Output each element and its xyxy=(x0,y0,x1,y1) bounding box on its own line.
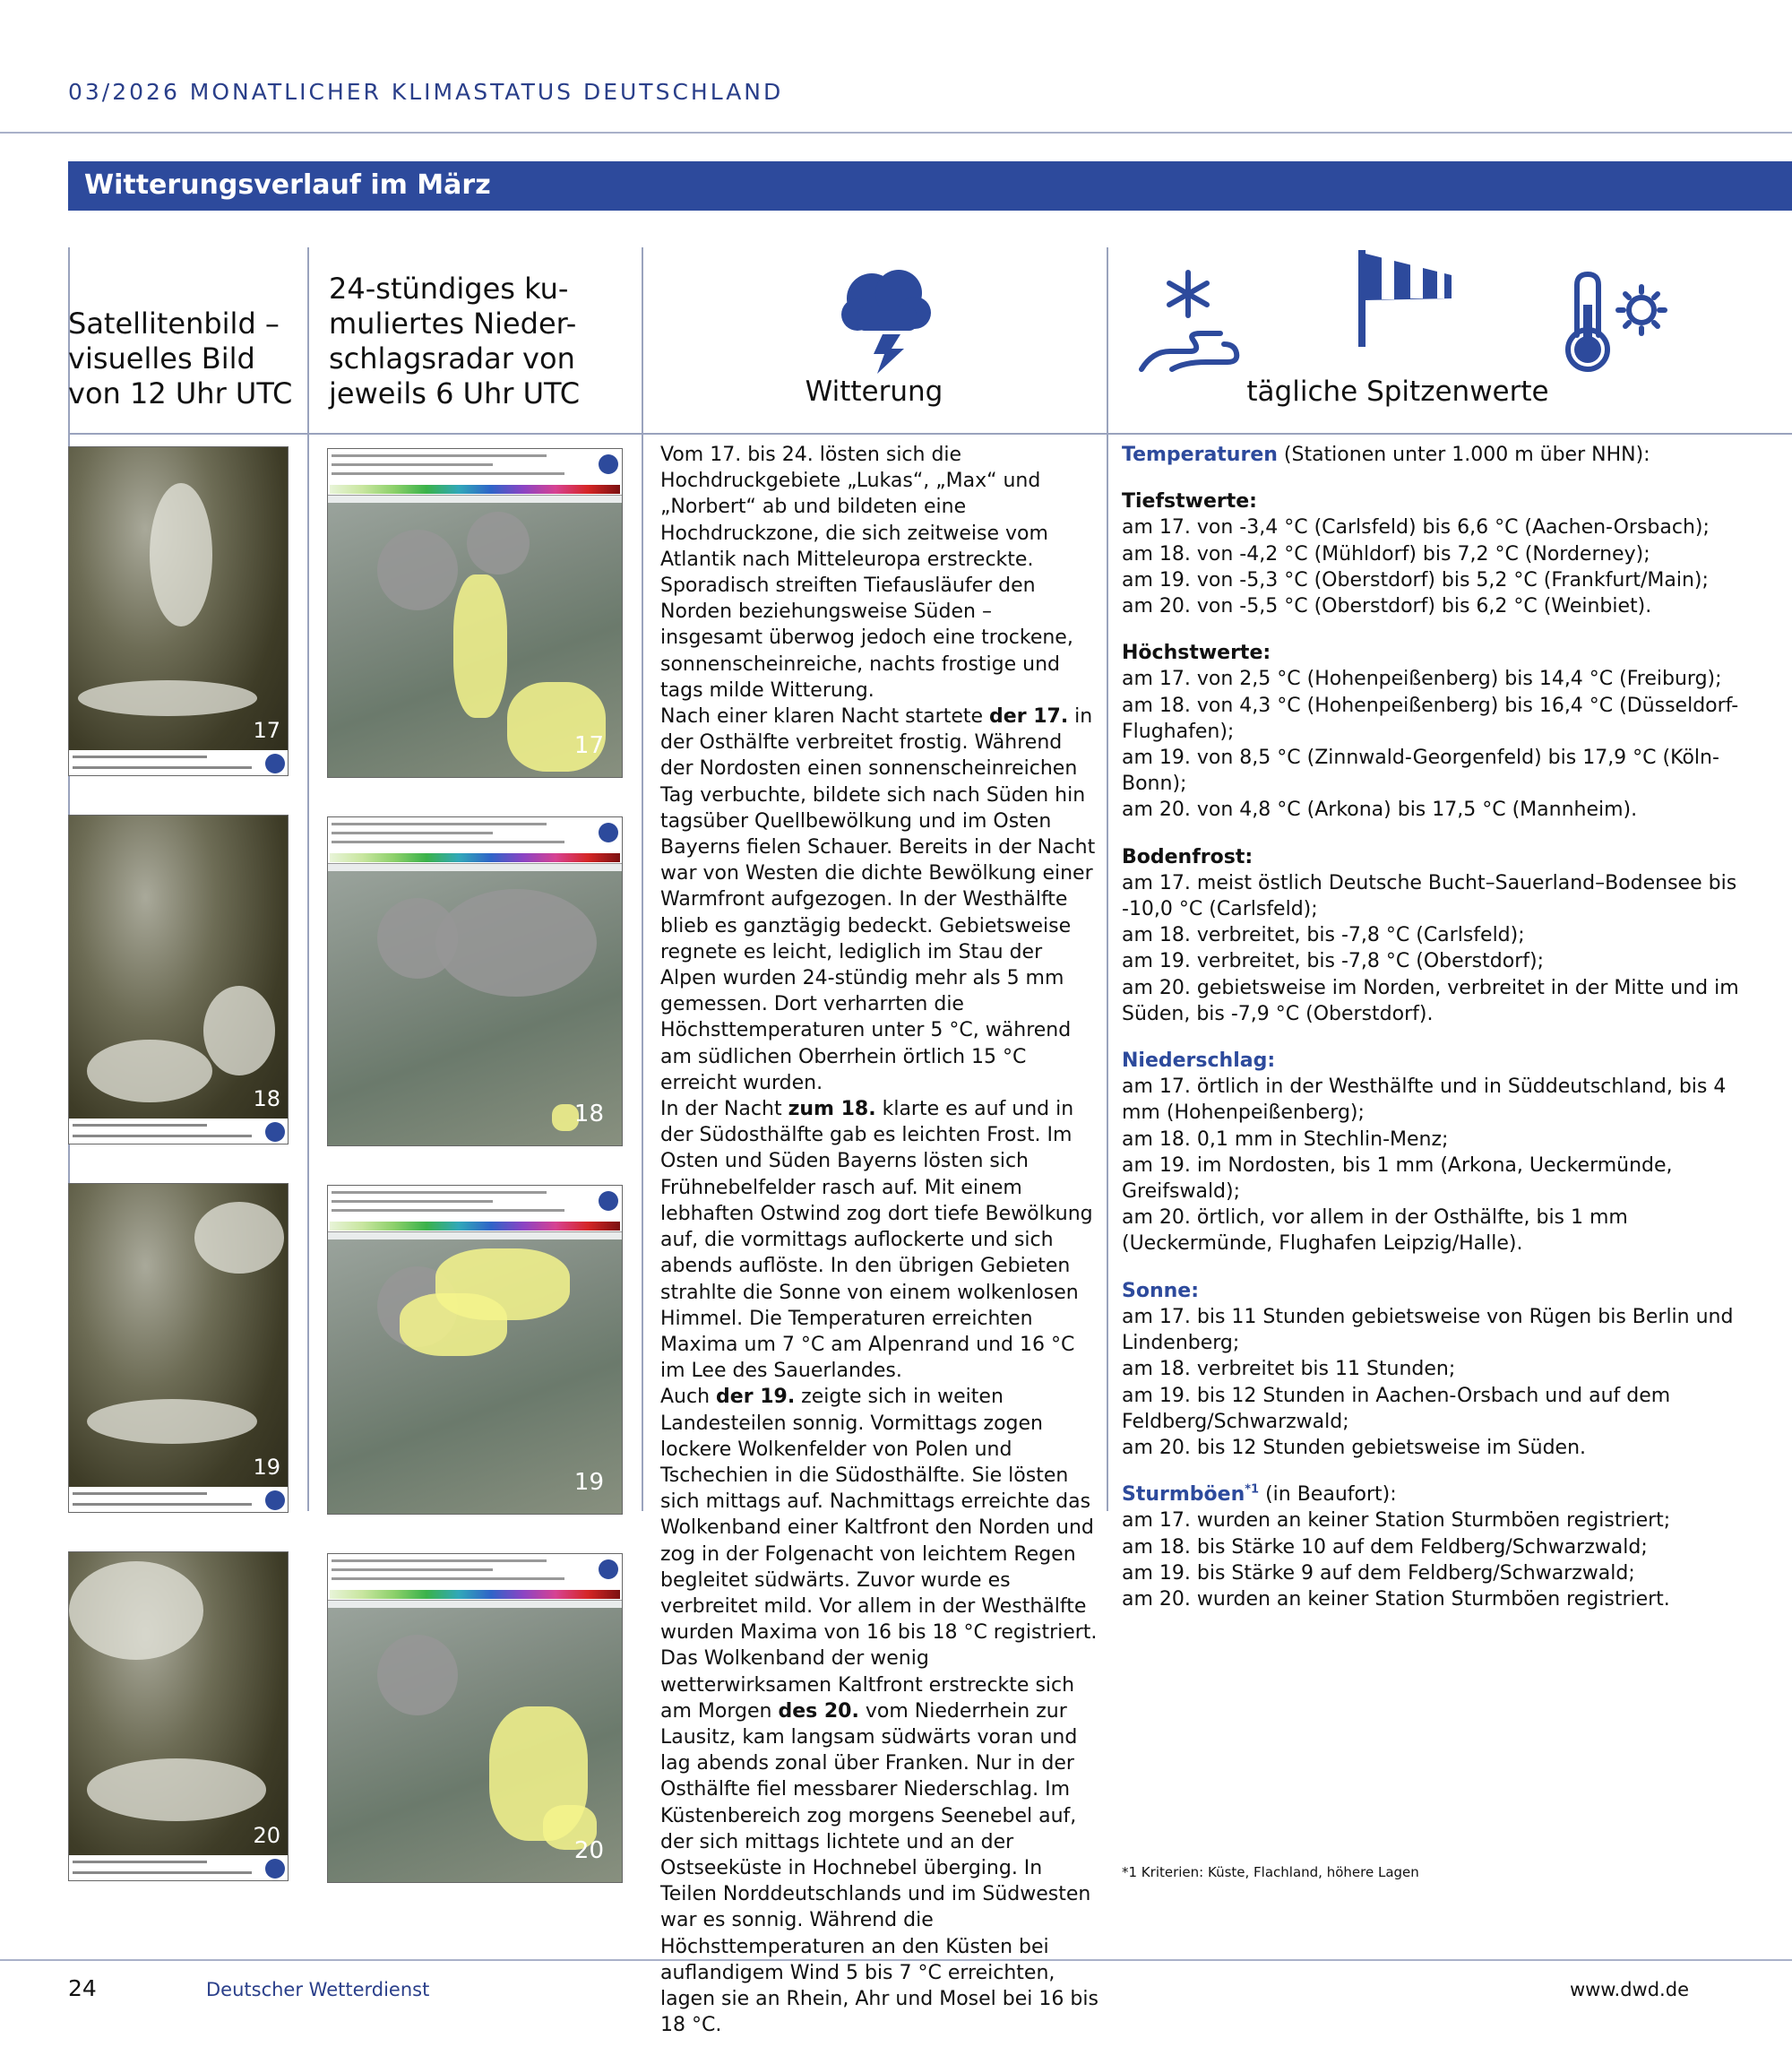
thunderstorm-icon xyxy=(838,255,936,376)
weather-paragraph: Nach einer klaren Nacht startete der 17. in der Osthälfte verbreitet frostig. Während der Nordosten einen sonnenscheinreichen Tag verbuchte, bildete sich nach Süden hin tagsüber Quellbewölkung und im Osten Bayerns fielen Schauer. Bereits in der Nacht war von Westen die dichte Bewölkung einer Warmfront aufgezogen. In der Westhälfte blieb es ganztägig bedeckt. Gebietsweise regnete es leicht, lediglich im Stau der Alpen wurden 24-stündig mehr als 5 mm gemessen. Dort verharrten die Höchsttemperaturen unter 5 °C, während am südlichen Oberrhein örtlich 15 °C erreicht wurden. xyxy=(660,705,1096,1094)
list-item: am 18. von -4,2 °C (Mühldorf) bis 7,2 °C (Norderney); xyxy=(1122,542,1650,566)
page-number: 24 xyxy=(68,1975,97,2001)
snow-ice-icon xyxy=(1134,269,1242,376)
precip-color-scale xyxy=(330,1590,620,1599)
max-temp-heading: Höchstwerte: xyxy=(1122,642,1271,665)
dwd-logo-icon xyxy=(599,1559,618,1579)
list-item: am 18. 0,1 mm in Stechlin-Menz; xyxy=(1122,1127,1449,1151)
list-item: am 18. verbreitet bis 11 Stunden; xyxy=(1122,1358,1456,1381)
list-item: am 20. örtlich, vor allem in der Osthälfte, bis 1 mm (Ueckermünde, Flughafen Leipzig/Halle). xyxy=(1122,1206,1628,1256)
list-item: am 20. wurden an keiner Station Sturmböen registriert. xyxy=(1122,1587,1670,1611)
peaks-column-header: tägliche Spitzenwerte xyxy=(1246,376,1549,408)
list-item: am 19. von -5,3 °C (Oberstdorf) bis 5,2 °C (Frankfurt/Main); xyxy=(1122,568,1709,592)
radar-image-20 xyxy=(327,1553,623,1883)
satellite-image-20 xyxy=(68,1551,289,1881)
dwd-logo-icon xyxy=(265,1859,285,1879)
website-link[interactable]: www.dwd.de xyxy=(1569,1979,1689,2000)
dwd-logo-icon xyxy=(265,754,285,773)
column-divider xyxy=(307,247,309,1511)
column-header-divider xyxy=(68,433,1792,435)
header-divider xyxy=(0,132,1792,134)
precip-color-scale xyxy=(330,485,620,494)
section-bar xyxy=(68,161,1792,211)
gusts-heading: Sturmböen$^{*1}$ (in Beaufort): xyxy=(1122,1482,1397,1507)
list-item: am 18. verbreitet, bis -7,8 °C (Carlsfeld); xyxy=(1122,924,1525,947)
dwd-logo-icon xyxy=(599,823,618,842)
satellite-image-18 xyxy=(68,815,289,1144)
list-item: am 20. von 4,8 °C (Arkona) bis 17,5 °C (Mannheim). xyxy=(1122,799,1638,822)
radar-day-label: 17 xyxy=(573,732,604,759)
radar-image-17 xyxy=(327,448,623,778)
daily-peaks xyxy=(1122,442,1767,1612)
weather-paragraph: Vom 17. bis 24. lösten sich die Hochdruckgebiete „Lukas“, „Max“ und „Norbert“ ab und bildeten eine Hochdruckzone, die sich zeitweise vom Atlantik nach Mitteleuropa erstreckte. Sporadisch streiften Tiefausläufer den Norden beziehungsweise Süden – insgesamt überwog jedoch eine trockene, sonnenscheinreiche, nachts frostige und tags milde Witterung. xyxy=(660,444,1073,702)
report-title: 03/2026 MONATLICHER KLIMASTATUS DEUTSCHLAND xyxy=(68,79,784,105)
ground-frost-heading: Bodenfrost: xyxy=(1122,845,1254,868)
satellite-day-label: 17 xyxy=(253,718,280,743)
precipitation-heading: Niederschlag: xyxy=(1122,1049,1276,1073)
section-title: Witterungsverlauf im März xyxy=(84,169,491,201)
thermometer-sun-icon xyxy=(1557,269,1674,376)
radar-day-label: 19 xyxy=(573,1469,604,1496)
dwd-logo-icon xyxy=(599,1191,618,1211)
list-item: am 19. bis Stärke 9 auf dem Feldberg/Schwarzwald; xyxy=(1122,1561,1635,1585)
list-item: am 19. bis 12 Stunden in Aachen-Orsbach und auf dem Feldberg/Schwarzwald; xyxy=(1122,1384,1671,1433)
satellite-image-17 xyxy=(68,446,289,776)
satellite-caption xyxy=(69,1487,288,1512)
precip-color-scale xyxy=(330,1222,620,1231)
dwd-logo-icon xyxy=(599,454,618,474)
list-item: am 17. meist östlich Deutsche Bucht–Sauerland–Bodensee bis -10,0 °C (Carlsfeld); xyxy=(1122,871,1737,921)
temperature-heading: Temperaturen (Stationen unter 1.000 m über NHN): xyxy=(1122,444,1650,466)
list-item: am 17. von -3,4 °C (Carlsfeld) bis 6,6 °C (Aachen-Orsbach); xyxy=(1122,516,1710,540)
publisher-name: Deutscher Wetterdienst xyxy=(206,1979,430,2000)
list-item: am 17. wurden an keiner Station Sturmböen registriert; xyxy=(1122,1509,1671,1533)
satellite-caption xyxy=(69,1119,288,1144)
list-item: am 18. bis Stärke 10 auf dem Feldberg/Schwarzwald; xyxy=(1122,1535,1648,1559)
list-item: am 17. von 2,5 °C (Hohenpeißenberg) bis 14,4 °C (Freiburg); xyxy=(1122,668,1722,691)
windsock-icon xyxy=(1355,246,1458,347)
weather-narrative xyxy=(660,442,1099,2038)
list-item: am 19. verbreitet, bis -7,8 °C (Oberstdorf); xyxy=(1122,950,1544,973)
weather-column-header: Witterung xyxy=(805,376,943,408)
radar-day-label: 18 xyxy=(573,1101,604,1127)
radar-column-header: 24-stündiges ku- muliertes Nieder- schlagsradar von jeweils 6 Uhr UTC xyxy=(329,272,581,410)
dwd-logo-icon xyxy=(265,1490,285,1510)
satellite-image-19 xyxy=(68,1183,289,1513)
list-item: am 17. bis 11 Stunden gebietsweise von Rügen bis Berlin und Lindenberg; xyxy=(1122,1305,1734,1355)
weather-paragraph: Das Wolkenband der wenig wetterwirksamen Kaltfront erstreckte sich am Morgen des 20. vom Niederrhein zur Lausitz, kam langsam südwärts voran und lag abends zonal über Franken. Nur in der Osthälfte fiel messbarer Niederschlag. Im Küstenbereich zog morgens Seenebel auf, der sich mittags lichtete und an der Ostseeküste in Hochnebel überging. In Teilen Norddeutschlands und im Südwesten war es sonnig. Während die Höchsttemperaturen an den Küsten bei auflandigem Wind 5 bis 7 °C erreichten, lagen sie an Rhein, Ahr und Mosel bei 16 bis 18 °C. xyxy=(660,1647,1098,2037)
list-item: am 20. gebietsweise im Norden, verbreitet in der Mitte und im Süden, bis -7,9 °C (Oberstdorf). xyxy=(1122,976,1739,1025)
dwd-logo-icon xyxy=(265,1122,285,1142)
list-item: am 18. von 4,3 °C (Hohenpeißenberg) bis 16,4 °C (Düsseldorf-Flughafen); xyxy=(1122,694,1739,743)
radar-image-18 xyxy=(327,816,623,1146)
satellite-day-label: 20 xyxy=(253,1823,280,1848)
weather-paragraph: In der Nacht zum 18. klarte es auf und in der Südosthälfte gab es leichten Frost. Im Osten und Süden Bayerns lösten sich Frühnebelfelder rasch auf. Mit einem lebhaften Ostwind zog dort tiefe Bewölkung auf, die vormittags auflockerte und sich abends auflöste. In den übrigen Gebieten strahlte die Sonne von einem wolkenlosen Himmel. Die Temperaturen erreichten Maxima um 7 °C am Alpenrand und 16 °C im Lee des Sauerlandes. xyxy=(660,1098,1093,1383)
satellite-caption xyxy=(69,750,288,775)
precip-color-scale xyxy=(330,853,620,862)
list-item: am 17. örtlich in der Westhälfte und in Süddeutschland, bis 4 mm (Hohenpeißenberg); xyxy=(1122,1075,1727,1125)
radar-image-19 xyxy=(327,1185,623,1515)
footer-divider xyxy=(0,1959,1792,1961)
list-item: am 20. bis 12 Stunden gebietsweise im Süden. xyxy=(1122,1436,1587,1459)
column-divider xyxy=(642,247,643,1511)
list-item: am 19. im Nordosten, bis 1 mm (Arkona, Ueckermünde, Greifswald); xyxy=(1122,1153,1673,1204)
footnote: *1 Kriterien: Küste, Flachland, höhere Lagen xyxy=(1122,1864,1419,1880)
satellite-column-header: Satellitenbild – visuelles Bild von 12 Uhr UTC xyxy=(68,307,293,410)
satellite-day-label: 19 xyxy=(253,1455,280,1480)
min-temp-heading: Tiefstwerte: xyxy=(1122,490,1257,514)
list-item: am 20. von -5,5 °C (Oberstdorf) bis 6,2 °C (Weinbiet). xyxy=(1122,595,1652,618)
satellite-day-label: 18 xyxy=(253,1086,280,1111)
radar-day-label: 20 xyxy=(573,1837,604,1864)
column-divider xyxy=(1107,247,1108,1511)
satellite-caption xyxy=(69,1855,288,1880)
weather-paragraph: Auch der 19. zeigte sich in weiten Landesteilen sonnig. Vormittags zogen lockere Wolkenfelder von Polen und Tschechien in die Südosthälfte. Sie lösten sich mittags auf. Nachmittags erreichte das Wolkenband einer Kaltfront den Norden und zog in der Folgenacht von leichtem Regen begleitet südwärts. Zuvor wurde es verbreitet mild. Vor allem in der Westhälfte wurden Maxima von 16 bis 18 °C registriert. xyxy=(660,1386,1098,1645)
sunshine-heading: Sonne: xyxy=(1122,1279,1200,1302)
list-item: am 19. von 8,5 °C (Zinnwald-Georgenfeld) bis 17,9 °C (Köln-Bonn); xyxy=(1122,747,1719,796)
